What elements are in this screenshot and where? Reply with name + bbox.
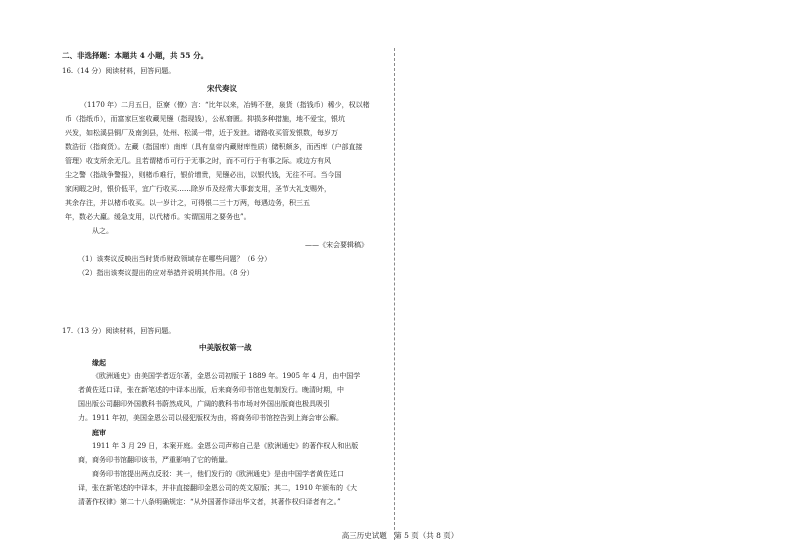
q17-title: 中美版权第一战 bbox=[199, 343, 252, 352]
q16-approval: 从之。 bbox=[92, 227, 113, 235]
q17-line: 译，张在新笔述的中译本，并非直接翻印金恩公司的英文原版；其二，1910 年颁布的《大 bbox=[78, 484, 358, 492]
q16-line: （1170 年）二月五日，臣寮（僚）言：“比年以来，冶铸不登，泉货（指钱币）稀少，权以楮 bbox=[80, 101, 370, 109]
q17-line: 商务印书馆提出两点反驳：其一，他们发行的《欧洲通史》是由中国学者黄佐廷口 bbox=[92, 470, 344, 478]
q16-line: 管理）收支所余无几。且若谓楮币可行于无事之时，而不可行于有事之际。或边方有风 bbox=[65, 157, 331, 165]
q17-stem: 17.（13 分）阅读材料，回答问题。 bbox=[62, 327, 176, 335]
q16-question-2: （2）指出该奏议提出的应对举措并说明其作用。（8 分） bbox=[78, 269, 254, 277]
q16-line: 尘之警（指战争警报），则楮币难行，银价增贵，见镪必出，以银代钱，无往不可。当今国 bbox=[65, 171, 342, 179]
q16-stem: 16.（14 分）阅读材料，回答问题。 bbox=[62, 67, 176, 75]
column-divider bbox=[394, 48, 395, 540]
q16-line: 年，数必大羸。缓急支用，以代楮币。实谓国用之要务也”。 bbox=[65, 213, 251, 221]
q16-line: 其余存注，并以楮币收买。以一岁计之，可得银二三十万两，每遇边务，积三五 bbox=[65, 199, 310, 207]
page-footer: 高三历史试题 第 5 页（共 8 页） bbox=[341, 531, 459, 540]
q16-line: 家闲暇之时，银价低平，宜广行收买……除岁币及经常大事套支用，圣节大礼支赐外， bbox=[65, 185, 331, 193]
q17-line: 国出版公司翻印外国教科书蔚然成风，广阔的教科书市场对外国出版商也极具吸引 bbox=[78, 400, 330, 408]
q16-line: 币（指纸币），而富家巨室收藏见镪（指现钱），公私窘匮。抑损多种措施，地不爱宝，银坑 bbox=[65, 115, 345, 123]
q17-line: 1911 年 3 月 29 日，本案开庭。金恩公司声称自己是《欧洲通史》的著作权人和出版 bbox=[92, 442, 359, 450]
q17-line: 力。1911 年初，美国金恩公司以侵犯版权为由，将商务印书馆控告到上海会审公廨。 bbox=[78, 414, 344, 422]
q16-question-1: （1）该奏议反映出当时货币财政领域存在哪些问题？（6 分） bbox=[78, 255, 272, 263]
section-header: 二、非选择题：本题共 4 小题，共 55 分。 bbox=[62, 51, 209, 60]
q16-title: 宋代奏议 bbox=[207, 84, 237, 93]
q16-source: ——《宋会要辑稿》 bbox=[305, 241, 368, 249]
q17-subheading-trial: 庭审 bbox=[92, 428, 106, 437]
q17-line: 者黄佐廷口译，张在新笔述的中译本出版，后来商务印书馆也复制发行。晚清时期，中 bbox=[78, 386, 344, 394]
q17-line: 清著作权律》第二十八条明确规定：“从外国著作译出华文者，其著作权归译者有之。” bbox=[78, 498, 341, 506]
q17-line: 《欧洲通史》由美国学者迈尔著，金恩公司初版于 1889 年。1905 年 4 月，由中国学 bbox=[92, 372, 361, 380]
q16-line: 兴发，如松溪县铜厂及南剑县，处州、松溪一带，近于发泄。诸路收买管发银数，每岁万 bbox=[65, 129, 338, 137]
q17-subheading-origin: 缘起 bbox=[92, 358, 106, 367]
q17-line: 商，商务印书馆翻印该书，严重影响了它的销量。 bbox=[78, 456, 232, 464]
q16-line: 数浩衍（指商货）。左藏（指国库）南库（具有皇帝内藏财库性质）储积颇多，而西库（户部直接 bbox=[65, 143, 363, 151]
